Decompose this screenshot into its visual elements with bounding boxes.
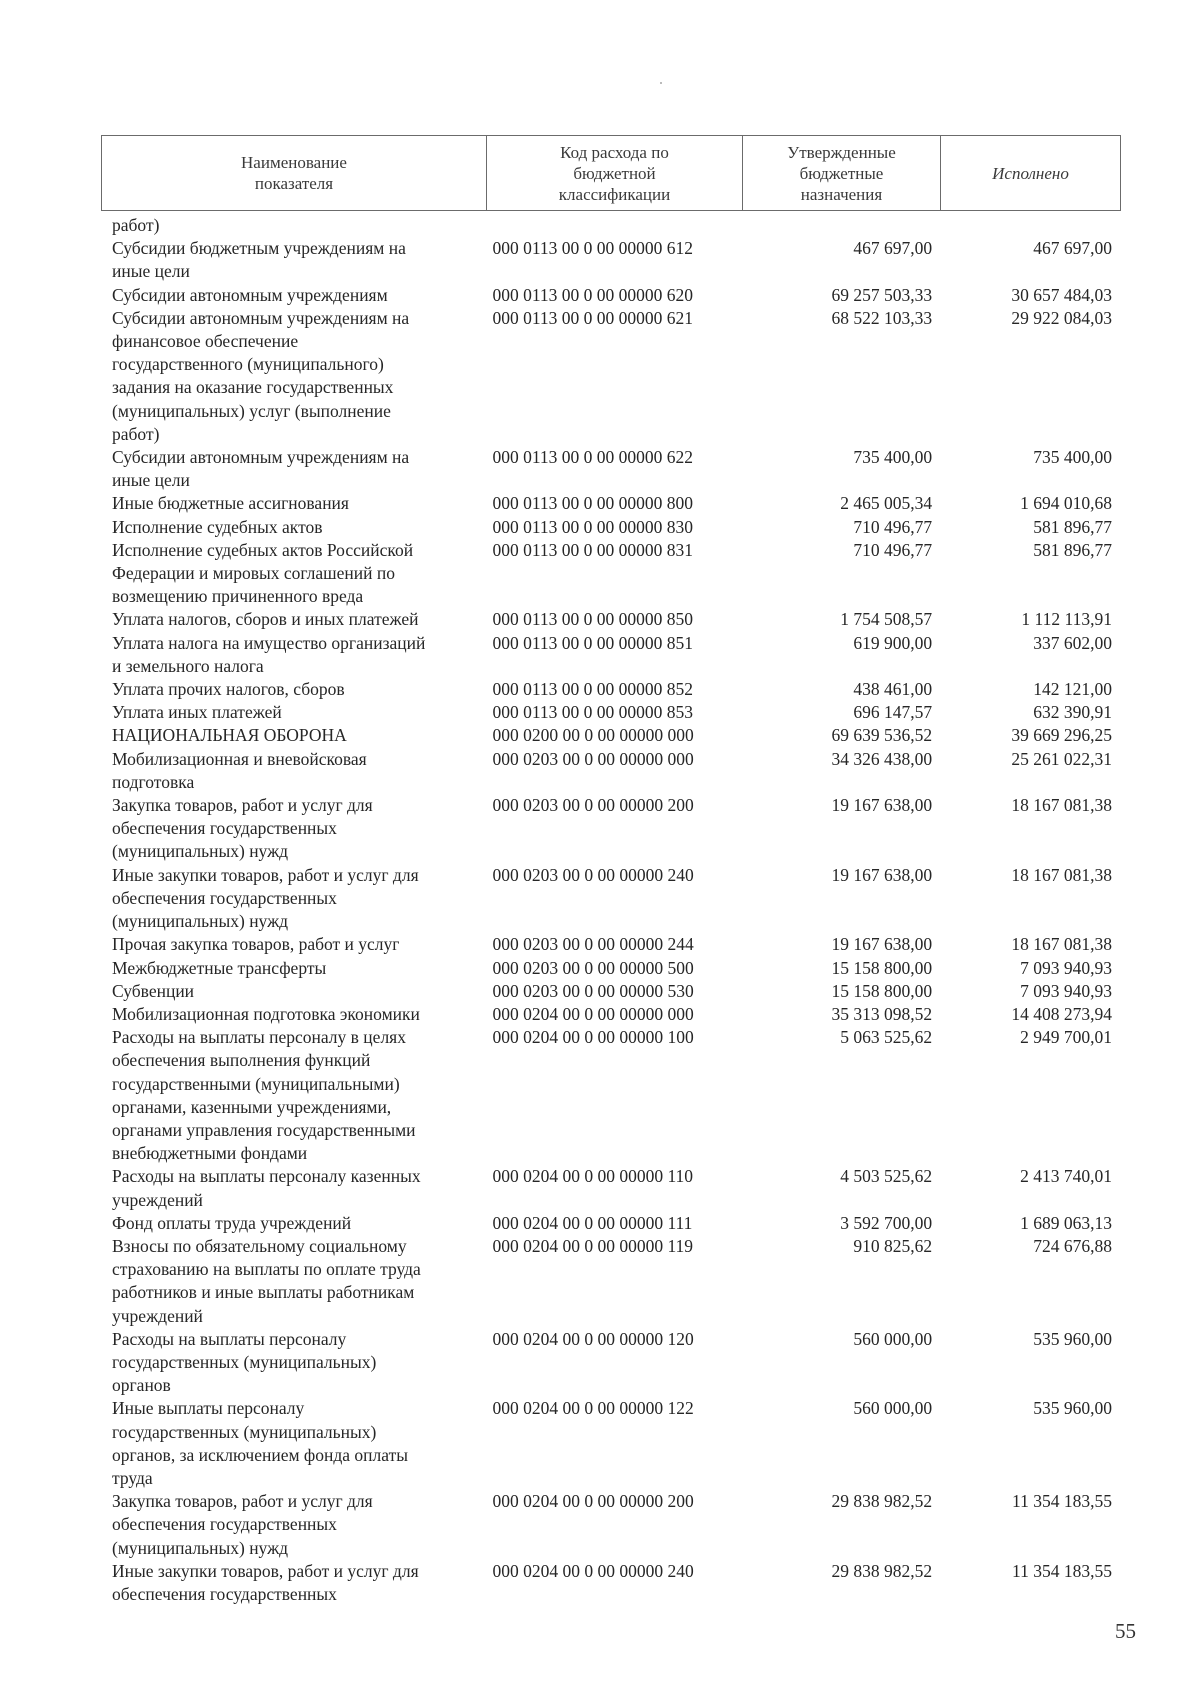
row-plan-amount: 710 496,77 <box>853 539 933 560</box>
table-row <box>112 1490 1112 1560</box>
row-plan-amount: 19 167 638,00 <box>831 864 933 885</box>
row-plan-amount: 467 697,00 <box>853 238 933 259</box>
row-code: 000 0113 00 0 00 00000 853 <box>492 702 694 723</box>
row-name: Иные закупки товаров, работ и услуг для обеспечения государственных <box>112 1560 419 1604</box>
row-plan-amount: 560 000,00 <box>853 1328 933 1349</box>
row-exec-amount: 30 657 484,03 <box>1011 284 1112 305</box>
row-exec-amount: 11 354 183,55 <box>1012 1491 1112 1512</box>
row-name: Субсидии автономным учреждениям <box>112 284 388 305</box>
row-code: 000 0113 00 0 00 00000 620 <box>492 284 694 305</box>
table-row <box>112 933 1112 956</box>
row-code: 000 0113 00 0 00 00000 831 <box>492 539 694 560</box>
table-row <box>112 632 1112 678</box>
row-plan-amount: 619 900,00 <box>853 632 933 653</box>
table-row <box>112 1003 1112 1026</box>
row-code: 000 0204 00 0 00 00000 111 <box>492 1212 693 1233</box>
row-code: 000 0203 00 0 00 00000 500 <box>492 957 694 978</box>
row-name: Мобилизационная подготовка экономики <box>112 1003 420 1024</box>
table-row <box>112 1328 1112 1398</box>
row-plan-amount: 19 167 638,00 <box>831 795 933 816</box>
row-plan-amount: 560 000,00 <box>853 1398 933 1419</box>
row-name: Закупка товаров, работ и услуг для обеспечения государственных (муниципальных) нужд <box>112 795 373 862</box>
row-plan-amount: 710 496,77 <box>853 516 933 537</box>
row-name: Взносы по обязательному социальному страхованию на выплаты по оплате труда работников и иные выплаты работникам учреждений <box>112 1235 421 1326</box>
row-exec-amount: 735 400,00 <box>1033 447 1112 468</box>
table-row <box>112 516 1112 539</box>
row-name: Субсидии бюджетным учреждениям на иные цели <box>112 238 406 282</box>
row-exec-amount: 2 949 700,01 <box>1020 1027 1112 1048</box>
row-exec-amount: 535 960,00 <box>1033 1328 1112 1349</box>
row-name: Фонд оплаты труда учреждений <box>112 1212 352 1233</box>
row-code: 000 0113 00 0 00 00000 850 <box>492 609 694 630</box>
row-plan-amount: 69 257 503,33 <box>831 284 933 305</box>
header-code-column: Код расхода по бюджетной классификации <box>487 136 743 210</box>
row-plan-amount: 19 167 638,00 <box>831 934 933 955</box>
table-row <box>112 608 1112 631</box>
header-name-column: Наименование показателя <box>102 136 487 210</box>
row-name: Иные выплаты персоналу государственных (муниципальных) органов, за исключением фонда оплаты труда <box>112 1398 408 1488</box>
row-exec-amount: 2 413 740,01 <box>1020 1166 1112 1187</box>
table-row <box>112 1212 1112 1235</box>
row-exec-amount: 1 694 010,68 <box>1020 493 1112 514</box>
row-name: Расходы на выплаты персоналу государственных (муниципальных) органов <box>112 1328 377 1396</box>
row-exec-amount: 11 354 183,55 <box>1012 1560 1112 1581</box>
row-name: Уплата иных платежей <box>112 702 282 723</box>
row-exec-amount: 7 093 940,93 <box>1020 957 1112 978</box>
row-plan-amount: 15 158 800,00 <box>831 957 933 978</box>
row-plan-amount: 696 147,57 <box>853 702 933 723</box>
row-code: 000 0113 00 0 00 00000 621 <box>492 307 694 328</box>
row-plan-amount: 5 063 525,62 <box>840 1027 933 1048</box>
table-row <box>112 284 1112 307</box>
row-plan-amount: 735 400,00 <box>853 447 933 468</box>
row-name: НАЦИОНАЛЬНАЯ ОБОРОНА <box>112 725 347 746</box>
table-row <box>112 492 1112 515</box>
row-plan-amount: 438 461,00 <box>853 679 933 700</box>
row-name: работ) <box>112 215 160 235</box>
row-name: Иные закупки товаров, работ и услуг для обеспечения государственных (муниципальных) нужд <box>112 864 419 932</box>
row-code: 000 0203 00 0 00 00000 240 <box>492 864 694 885</box>
row-plan-amount: 910 825,62 <box>853 1235 933 1256</box>
row-exec-amount: 1 689 063,13 <box>1020 1212 1112 1233</box>
table-row <box>112 1165 1112 1211</box>
table-row <box>112 539 1112 609</box>
row-exec-amount: 142 121,00 <box>1033 679 1112 700</box>
row-name: Расходы на выплаты персоналу в целях обеспечения выполнения функций государственными (муниципальными) органами, казенными учреждениями, органами управления государственными внебюджетными фондами <box>112 1027 416 1164</box>
table-row <box>112 678 1112 701</box>
row-name: Закупка товаров, работ и услуг для обеспечения государственных (муниципальных) нужд <box>112 1491 373 1558</box>
row-plan-amount: 3 592 700,00 <box>840 1212 933 1233</box>
row-code: 000 0113 00 0 00 00000 830 <box>492 516 694 537</box>
row-code: 000 0204 00 0 00 00000 200 <box>492 1491 694 1512</box>
row-code: 000 0113 00 0 00 00000 622 <box>492 447 694 468</box>
row-plan-amount: 68 522 103,33 <box>831 307 933 328</box>
row-exec-amount: 39 669 296,25 <box>1011 725 1112 746</box>
table-row <box>112 724 1112 747</box>
row-exec-amount: 18 167 081,38 <box>1011 934 1112 955</box>
row-code: 000 0203 00 0 00 00000 530 <box>492 980 694 1001</box>
row-exec-amount: 724 676,88 <box>1033 1235 1112 1256</box>
row-plan-amount: 29 838 982,52 <box>831 1560 933 1581</box>
table-row <box>112 701 1112 724</box>
header-plan-column: Утвержденные бюджетные назначения <box>743 136 941 210</box>
row-exec-amount: 581 896,77 <box>1033 516 1112 537</box>
row-code: 000 0204 00 0 00 00000 122 <box>492 1398 694 1419</box>
row-name: Межбюджетные трансферты <box>112 957 327 978</box>
row-name: Иные бюджетные ассигнования <box>112 493 349 514</box>
row-exec-amount: 18 167 081,38 <box>1011 795 1112 816</box>
row-plan-amount: 35 313 098,52 <box>831 1003 933 1024</box>
row-code: 000 0204 00 0 00 00000 119 <box>492 1235 694 1256</box>
row-code: 000 0203 00 0 00 00000 200 <box>492 795 694 816</box>
row-exec-amount: 14 408 273,94 <box>1011 1003 1112 1024</box>
row-name: Уплата налогов, сборов и иных платежей <box>112 609 419 630</box>
row-plan-amount: 1 754 508,57 <box>840 609 933 630</box>
table-row <box>112 957 1112 980</box>
row-name: Уплата прочих налогов, сборов <box>112 679 345 700</box>
table-row <box>112 1026 1112 1165</box>
row-plan-amount: 2 465 005,34 <box>840 493 933 514</box>
row-name: Исполнение судебных актов Российской Федерации и мировых соглашений по возмещению причиненного вреда <box>112 539 414 607</box>
row-name: Мобилизационная и вневойсковая подготовка <box>112 748 367 792</box>
row-code: 000 0204 00 0 00 00000 000 <box>492 1003 694 1024</box>
row-name: Субсидии автономным учреждениям на иные цели <box>112 447 410 491</box>
row-name: Прочая закупка товаров, работ и услуг <box>112 934 400 955</box>
table-row <box>112 1560 1112 1606</box>
row-code: 000 0204 00 0 00 00000 120 <box>492 1328 694 1349</box>
table-header <box>101 135 1121 211</box>
table-row <box>112 794 1112 864</box>
table-row <box>112 446 1112 492</box>
page-number: 55 <box>1115 1619 1136 1643</box>
row-exec-amount: 535 960,00 <box>1033 1398 1112 1419</box>
row-name: Исполнение судебных актов <box>112 516 323 537</box>
header-exec-column: Исполнено <box>992 163 1069 183</box>
row-exec-amount: 1 112 113,91 <box>1021 609 1112 630</box>
row-exec-amount: 632 390,91 <box>1033 702 1112 723</box>
row-name: Субсидии автономным учреждениям на финансовое обеспечение государственного (муниципального) задания на оказание государственных (муниципальных) услуг (выполнение работ) <box>112 307 410 444</box>
table-row <box>112 864 1112 934</box>
row-code: 000 0200 00 0 00 00000 000 <box>492 725 694 746</box>
row-exec-amount: 7 093 940,93 <box>1020 980 1112 1001</box>
row-code: 000 0204 00 0 00 00000 110 <box>492 1166 694 1187</box>
row-exec-amount: 467 697,00 <box>1033 238 1112 259</box>
row-plan-amount: 15 158 800,00 <box>831 980 933 1001</box>
row-plan-amount: 29 838 982,52 <box>831 1491 933 1512</box>
table-row <box>112 237 1112 283</box>
table-row <box>112 1397 1112 1490</box>
row-code: 000 0203 00 0 00 00000 000 <box>492 748 694 769</box>
scan-speck <box>660 82 662 84</box>
row-code: 000 0113 00 0 00 00000 800 <box>492 493 694 514</box>
row-code: 000 0204 00 0 00 00000 100 <box>492 1027 694 1048</box>
row-plan-amount: 69 639 536,52 <box>831 725 933 746</box>
row-exec-amount: 18 167 081,38 <box>1011 864 1112 885</box>
row-code: 000 0113 00 0 00 00000 852 <box>492 679 694 700</box>
table-row <box>112 980 1112 1003</box>
row-plan-amount: 34 326 438,00 <box>831 748 933 769</box>
row-exec-amount: 337 602,00 <box>1033 632 1112 653</box>
row-exec-amount: 29 922 084,03 <box>1011 307 1112 328</box>
row-code: 000 0204 00 0 00 00000 240 <box>492 1560 694 1581</box>
row-name: Расходы на выплаты персоналу казенных учреждений <box>112 1166 421 1210</box>
row-code: 000 0113 00 0 00 00000 612 <box>492 238 694 259</box>
row-code: 000 0113 00 0 00 00000 851 <box>492 632 694 653</box>
table-row <box>112 1235 1112 1328</box>
row-exec-amount: 25 261 022,31 <box>1011 748 1112 769</box>
table-row <box>112 214 1112 237</box>
table-row <box>112 307 1112 446</box>
row-name: Уплата налога на имущество организаций и земельного налога <box>112 632 426 676</box>
table-row <box>112 748 1112 794</box>
row-plan-amount: 4 503 525,62 <box>840 1166 933 1187</box>
row-exec-amount: 581 896,77 <box>1033 539 1112 560</box>
row-name: Субвенции <box>112 980 195 1001</box>
row-code: 000 0203 00 0 00 00000 244 <box>492 934 694 955</box>
table-body <box>112 214 1112 1606</box>
